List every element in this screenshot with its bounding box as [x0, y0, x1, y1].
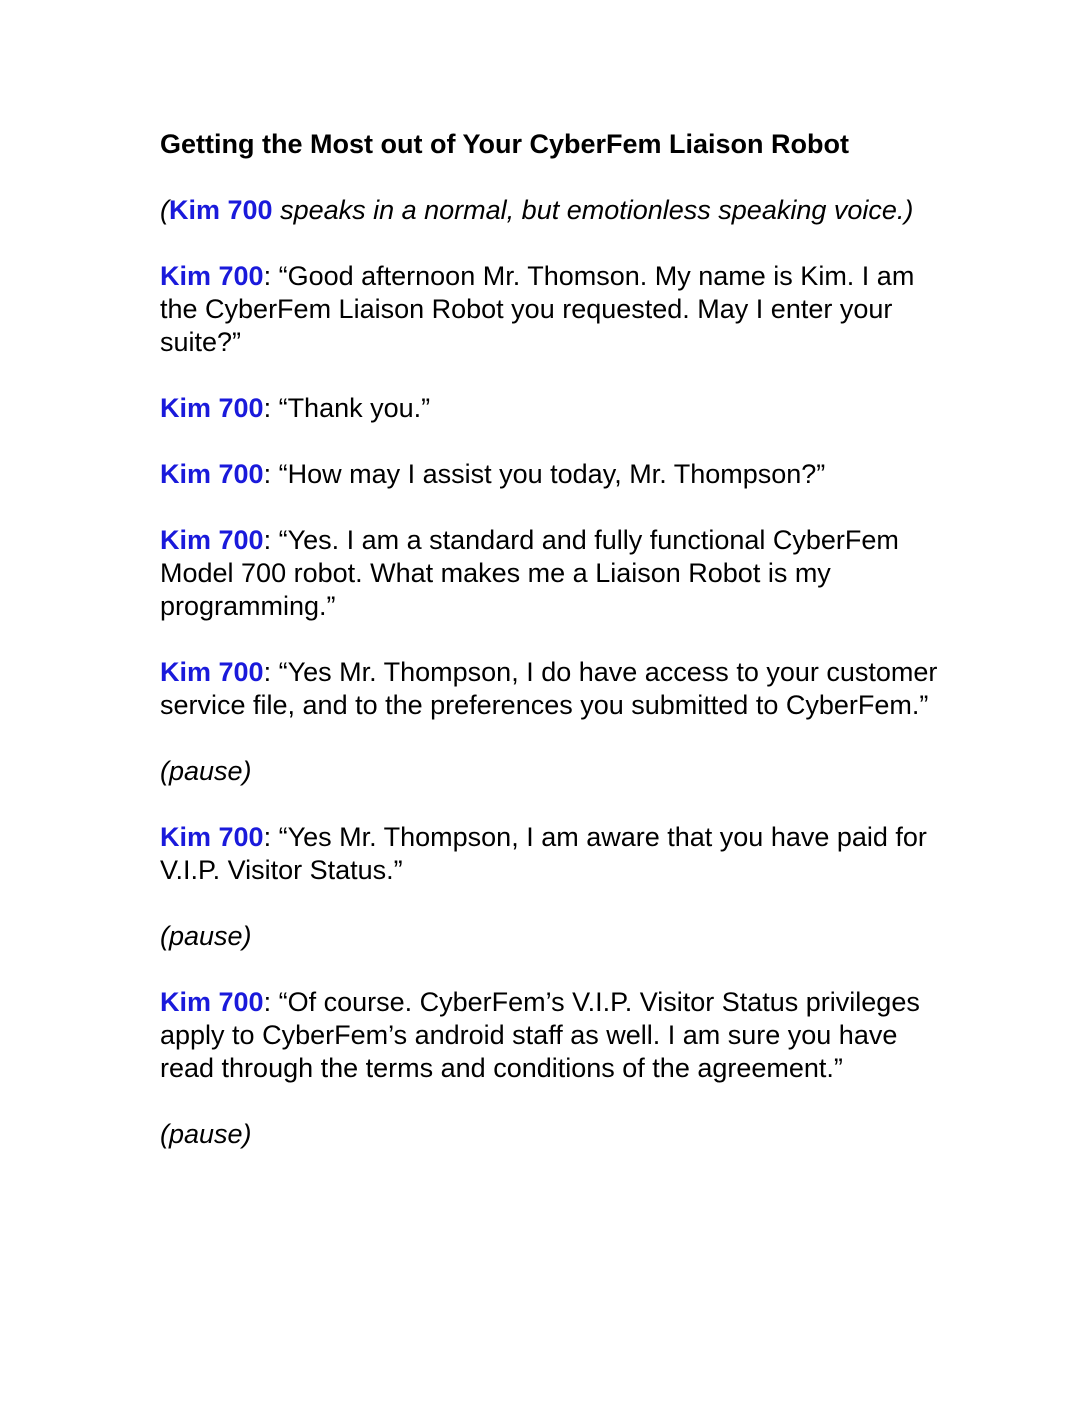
dialogue-text: “Yes Mr. Thompson, I am aware that you have paid for V.I.P. Visitor Status.” — [160, 822, 927, 885]
dialogue-separator: : — [263, 822, 279, 852]
dialogue-separator: : — [263, 459, 279, 489]
speaker-name: Kim 700 — [160, 393, 264, 423]
speaker-name: Kim 700 — [160, 525, 264, 555]
dialogue-separator: : — [263, 525, 279, 555]
speaker-name: Kim 700 — [160, 261, 264, 291]
pause-direction: (pause) — [160, 756, 252, 786]
dialogue-line — [160, 260, 940, 359]
dialogue-separator: : — [263, 393, 279, 423]
dialogue-text: “Thank you.” — [278, 393, 431, 423]
dialogue-separator: : — [263, 261, 279, 291]
dialogue-text: “How may I assist you today, Mr. Thompson?” — [278, 459, 826, 489]
speaker-name: Kim 700 — [160, 822, 264, 852]
speaker-name: Kim 700 — [160, 987, 264, 1017]
stage-direction-speaker: Kim 700 — [169, 195, 273, 225]
pause-direction: (pause) — [160, 1119, 252, 1149]
dialogue-line — [160, 392, 940, 425]
speaker-name: Kim 700 — [160, 657, 264, 687]
pause-direction: (pause) — [160, 921, 252, 951]
dialogue-line — [160, 524, 940, 623]
speaker-name: Kim 700 — [160, 459, 264, 489]
dialogue-text: “Of course. CyberFem’s V.I.P. Visitor Status privileges apply to CyberFem’s android staff as well. I am sure you have read through the terms and conditions of the agreement.” — [160, 987, 920, 1083]
dialogue-text: “Yes. I am a standard and fully functional CyberFem Model 700 robot. What makes me a Liaison Robot is my programming.” — [160, 525, 899, 621]
stage-direction-text: speaks in a normal, but emotionless speaking voice.) — [272, 195, 914, 225]
dialogue-line — [160, 656, 940, 722]
document-title: Getting the Most out of Your CyberFem Liaison Robot — [160, 129, 849, 159]
dialogue-separator: : — [263, 657, 279, 687]
document-body — [160, 128, 940, 1184]
dialogue-line — [160, 986, 940, 1085]
dialogue-text: “Yes Mr. Thompson, I do have access to your customer service file, and to the preferences you submitted to CyberFem.” — [160, 657, 938, 720]
stage-direction-open: ( — [160, 195, 169, 225]
dialogue-text: “Good afternoon Mr. Thomson. My name is Kim. I am the CyberFem Liaison Robot you requested. May I enter your suite?” — [160, 261, 915, 357]
dialogue-separator: : — [263, 987, 279, 1017]
dialogue-line — [160, 821, 940, 887]
dialogue-line — [160, 458, 940, 491]
stage-direction — [160, 194, 940, 227]
